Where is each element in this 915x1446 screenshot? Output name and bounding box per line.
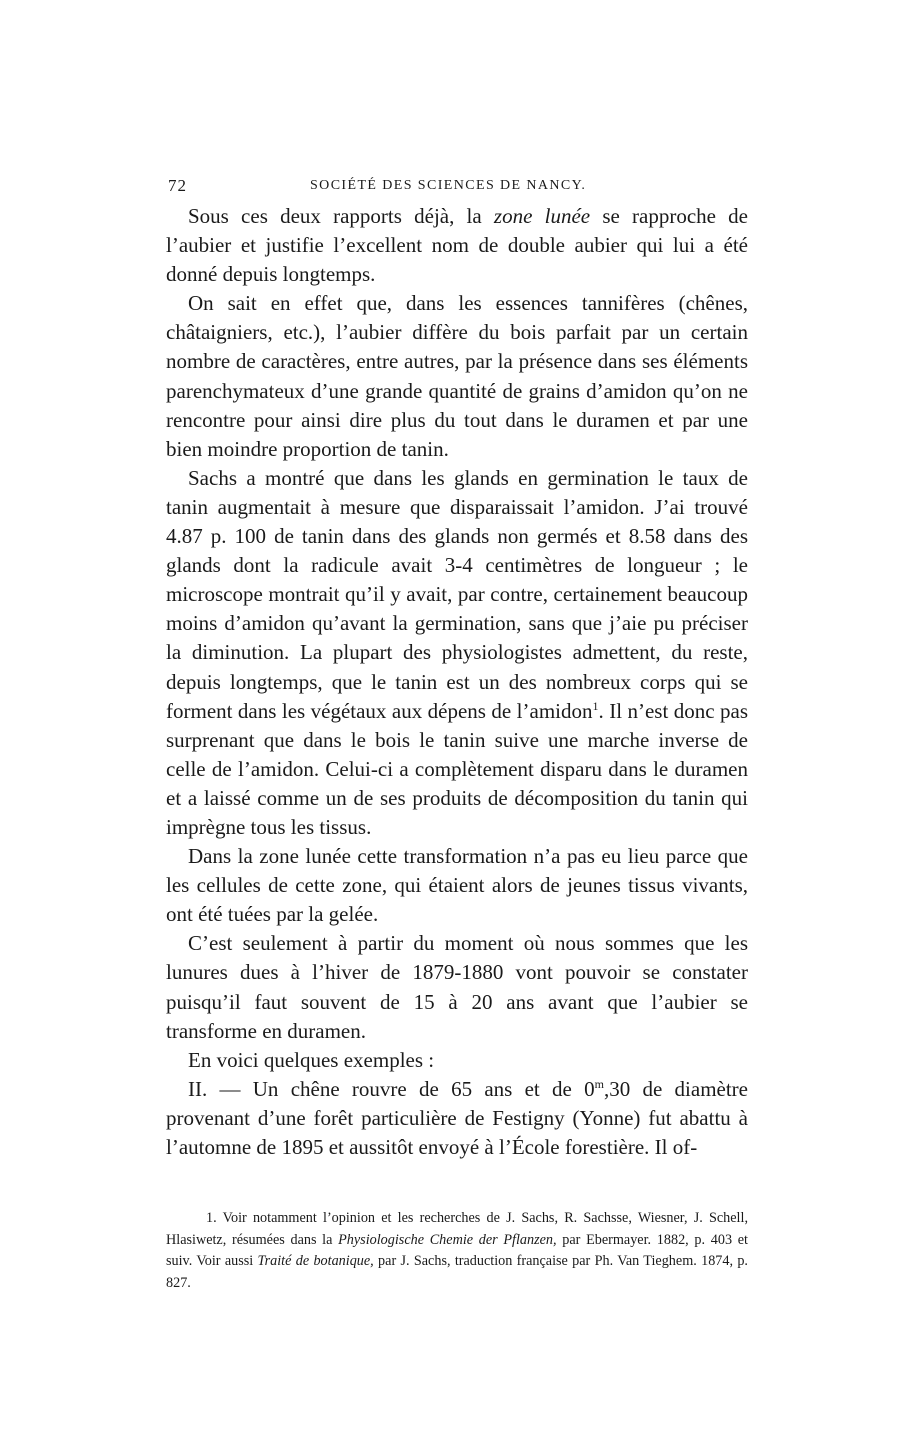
page-number: 72 xyxy=(168,176,187,195)
paragraph-6: En voici quelques exemples : xyxy=(188,1047,435,1072)
footnote xyxy=(166,1208,748,1294)
footnote-text xyxy=(166,1208,748,1294)
paragraph-1-text-b: se rapproche de l’aubier et justifie l’excellent nom de double aubier qui lui a été donné depuis longtemps. xyxy=(166,204,748,287)
footnote-title-2: Traité de botanique, xyxy=(257,1253,374,1269)
paragraph-3-text-b: . Il n’est donc pas surprenant que dans le bois le tanin suive une marche inverse de celle de l’amidon. Celui-ci a complètement disparu dans le duramen et a laissé comme un de ses produits de décomposition du tanin qui imprègne tous les tissus. xyxy=(166,698,748,839)
paragraph-7-text-b: ,30 de diamètre provenant d’une forêt particulière de Festigny (Yonne) fut abattu à l’automne de 1895 et aussitôt envoyé à l’École forestière. Il of- xyxy=(166,1076,748,1159)
paragraph-1-emphasis: zone lunée xyxy=(493,204,591,228)
footnote-reference: 1 xyxy=(592,698,599,713)
paragraph-2: On sait en effet que, dans les essences tannifères (chênes, châtaigniers, etc.), l’aubier diffère du bois parfait par un certain nombre de caractères, entre autres, par la présence dans ses éléments parenchymateux d’une grande quantité de grains d’amidon qu’on ne rencontre pour ainsi dire plus du tout dans le duramen et par une bien moindre proportion de tanin. xyxy=(166,291,748,461)
footnote-text-c: par J. Sachs, traduction française par Ph. Van Tieghem. 1874, p. 827. xyxy=(166,1253,748,1291)
unit-superscript: m xyxy=(594,1076,604,1091)
footnote-text-a: 1. Voir notamment l’opinion et les recherches de J. Sachs, R. Sachsse, Wiesner, J. Schell, Hlasiwetz, résumées dans la xyxy=(166,1210,748,1248)
paragraph-4: Dans la zone lunée cette transformation n’a pas eu lieu parce que les cellules de cette zone, qui étaient alors de jeunes tissus vivants, ont été tuées par la gelée. xyxy=(166,844,748,927)
footnote-text-b: par Ebermayer. 1882, p. 403 et suiv. Voir aussi xyxy=(166,1231,748,1269)
paragraph-3-text-a: Sachs a montré que dans les glands en germination le taux de tanin augmentait à mesure que disparaissait l’amidon. J’ai trouvé 4.87 p. 100 de tanin dans des glands non germés et 8.58 dans des glands dont la radicule avait 3-4 centimètres de longueur ; le microscope montrait qu’il y avait, par contre, certainement beaucoup moins d’amidon qu’avant la germination, sans que j’aie pu préciser la diminution. La plupart des physiologistes admettent, du reste, depuis longtemps, que le tanin est un des nombreux corps qui se forment dans les végétaux aux dépens de l’amidon xyxy=(166,465,748,723)
paragraph-7 xyxy=(166,1075,748,1162)
paragraph-3 xyxy=(166,464,748,842)
paragraph-1 xyxy=(166,202,748,289)
paragraph-5: C’est seulement à partir du moment où nous sommes que les lunures dues à l’hiver de 1879-1880 vont pouvoir se constater puisqu’il faut souvent de 15 à 20 ans avant que l’aubier se transforme en duramen. xyxy=(166,931,748,1043)
paragraph-7-text-a: II. — Un chêne rouvre de 65 ans et de 0 xyxy=(188,1076,595,1101)
running-title: SOCIÉTÉ DES SCIENCES DE NANCY. xyxy=(310,178,587,193)
footnote-title-1: Physiologische Chemie der Pflanzen, xyxy=(338,1231,557,1248)
paragraph-1-text-a: Sous ces deux rapports déjà, la xyxy=(188,204,494,228)
body-text xyxy=(166,202,748,1162)
